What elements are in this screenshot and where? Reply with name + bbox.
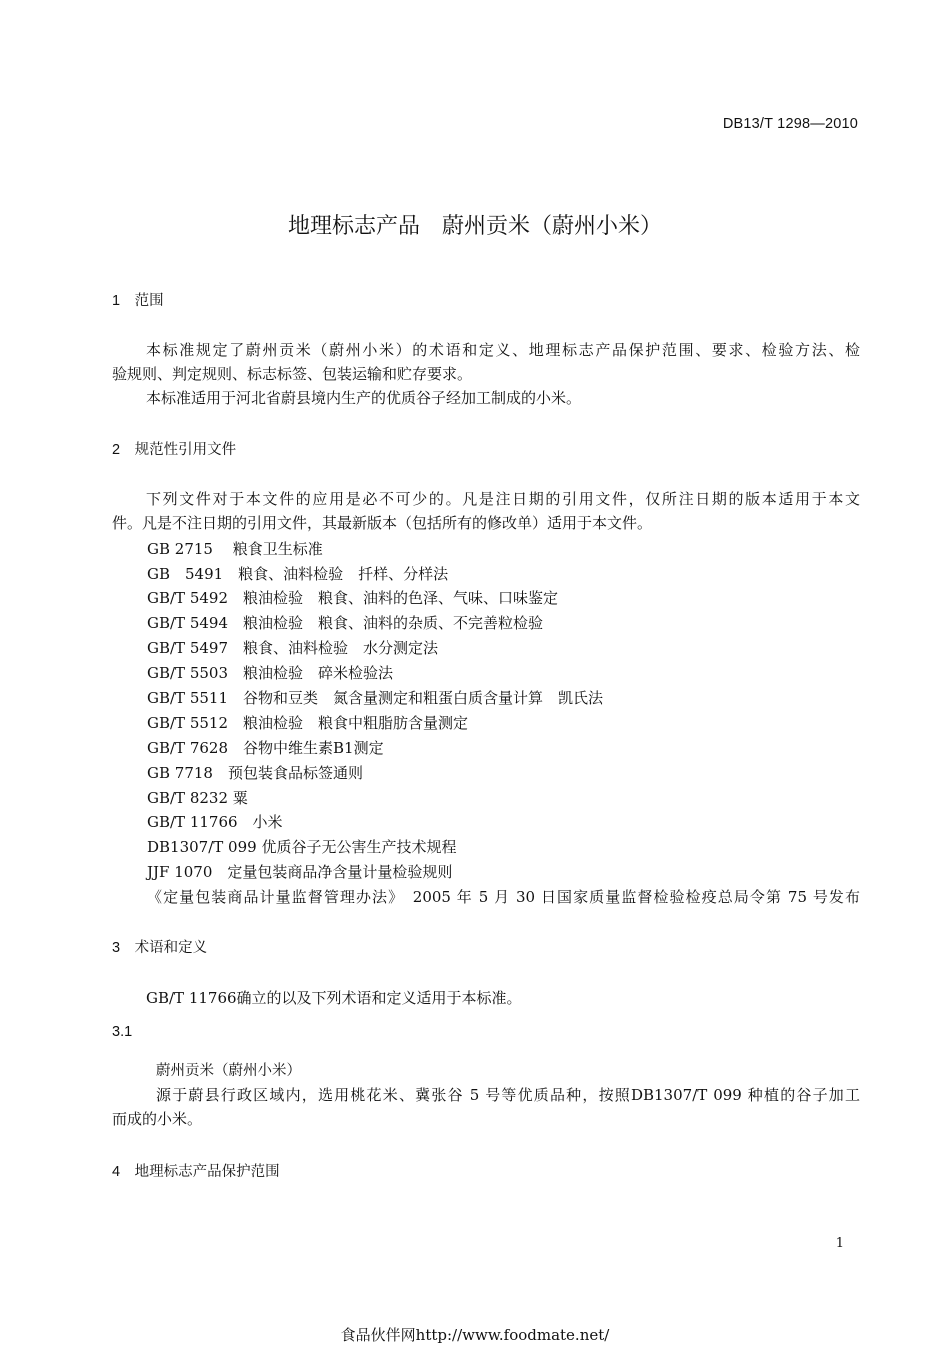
section-1-paragraph-1-line-2: 验规则、判定规则、标志标签、包装运输和贮存要求。 — [112, 365, 473, 383]
section-2-heading: 2 规范性引用文件 — [112, 442, 237, 458]
footer-watermark[interactable]: 食品伙伴网http://www.foodmate.net/ — [340, 1326, 610, 1344]
reference-item: GB 7718 预包装食品标签通则 — [147, 764, 363, 782]
reference-item: GB/T 5503 粮油检验 碎米检验法 — [147, 664, 394, 682]
section-1-heading: 1 范围 — [112, 293, 164, 309]
section-4-heading: 4 地理标志产品保护范围 — [112, 1164, 280, 1180]
section-2-paragraph-line-2: 件。凡是不注日期的引用文件，其最新版本（包括所有的修改单）适用于本文件。 — [112, 514, 653, 532]
section-2-paragraph-line-1: 下列文件对于本文件的应用是必不可少的。凡是注日期的引用文件，仅所注日期的版本适用于本文 — [146, 490, 860, 508]
reference-item: JJF 1070 定量包装商品净含量计量检验规则 — [147, 863, 453, 881]
term-definition-line-1: 源于蔚县行政区域内，选用桃花米、冀张谷 5 号等优质品种，按照DB1307/T 099 种植的谷子加工 — [156, 1086, 860, 1104]
reference-item: 《定量包装商品计量监督管理办法》 2005 年 5 月 30 日国家质量监督检验检疫总局令第 75 号发布 — [147, 888, 860, 906]
section-3-paragraph: GB/T 11766确立的以及下列术语和定义适用于本标准。 — [146, 989, 522, 1007]
page-number: 1 — [835, 1236, 844, 1251]
reference-item: GB/T 5494 粮油检验 粮食、油料的杂质、不完善粒检验 — [147, 614, 544, 632]
document-title: 地理标志产品 蔚州贡米（蔚州小米） — [287, 213, 662, 238]
term-heading: 蔚州贡米（蔚州小米） — [156, 1063, 301, 1079]
reference-item: GB/T 8232 粟 — [147, 789, 248, 807]
subsection-number: 3.1 — [112, 1024, 133, 1040]
section-1-paragraph-1-line-1: 本标准规定了蔚州贡米（蔚州小米）的术语和定义、地理标志产品保护范围、要求、检验方法、检 — [146, 341, 860, 359]
reference-item: GB/T 7628 谷物中维生素B1测定 — [147, 739, 384, 757]
reference-item: GB/T 5492 粮油检验 粮食、油料的色泽、气味、口味鉴定 — [147, 589, 559, 607]
section-1-paragraph-2: 本标准适用于河北省蔚县境内生产的优质谷子经加工制成的小米。 — [146, 389, 582, 407]
reference-item: GB 5491 粮食、油料检验 扦样、分样法 — [147, 565, 449, 583]
reference-item: DB1307/T 099 优质谷子无公害生产技术规程 — [147, 838, 457, 856]
term-definition-line-2: 而成的小米。 — [112, 1110, 203, 1128]
section-3-heading: 3 术语和定义 — [112, 940, 208, 956]
reference-item: GB/T 5512 粮油检验 粮食中粗脂肪含量测定 — [147, 714, 469, 732]
standard-number: DB13/T 1298—2010 — [722, 116, 858, 132]
reference-item: GB 2715 粮食卫生标准 — [147, 540, 323, 558]
reference-item: GB/T 5497 粮食、油料检验 水分测定法 — [147, 639, 439, 657]
reference-item: GB/T 11766 小米 — [147, 813, 283, 831]
reference-item: GB/T 5511 谷物和豆类 氮含量测定和粗蛋白质含量计算 凯氏法 — [147, 689, 604, 707]
